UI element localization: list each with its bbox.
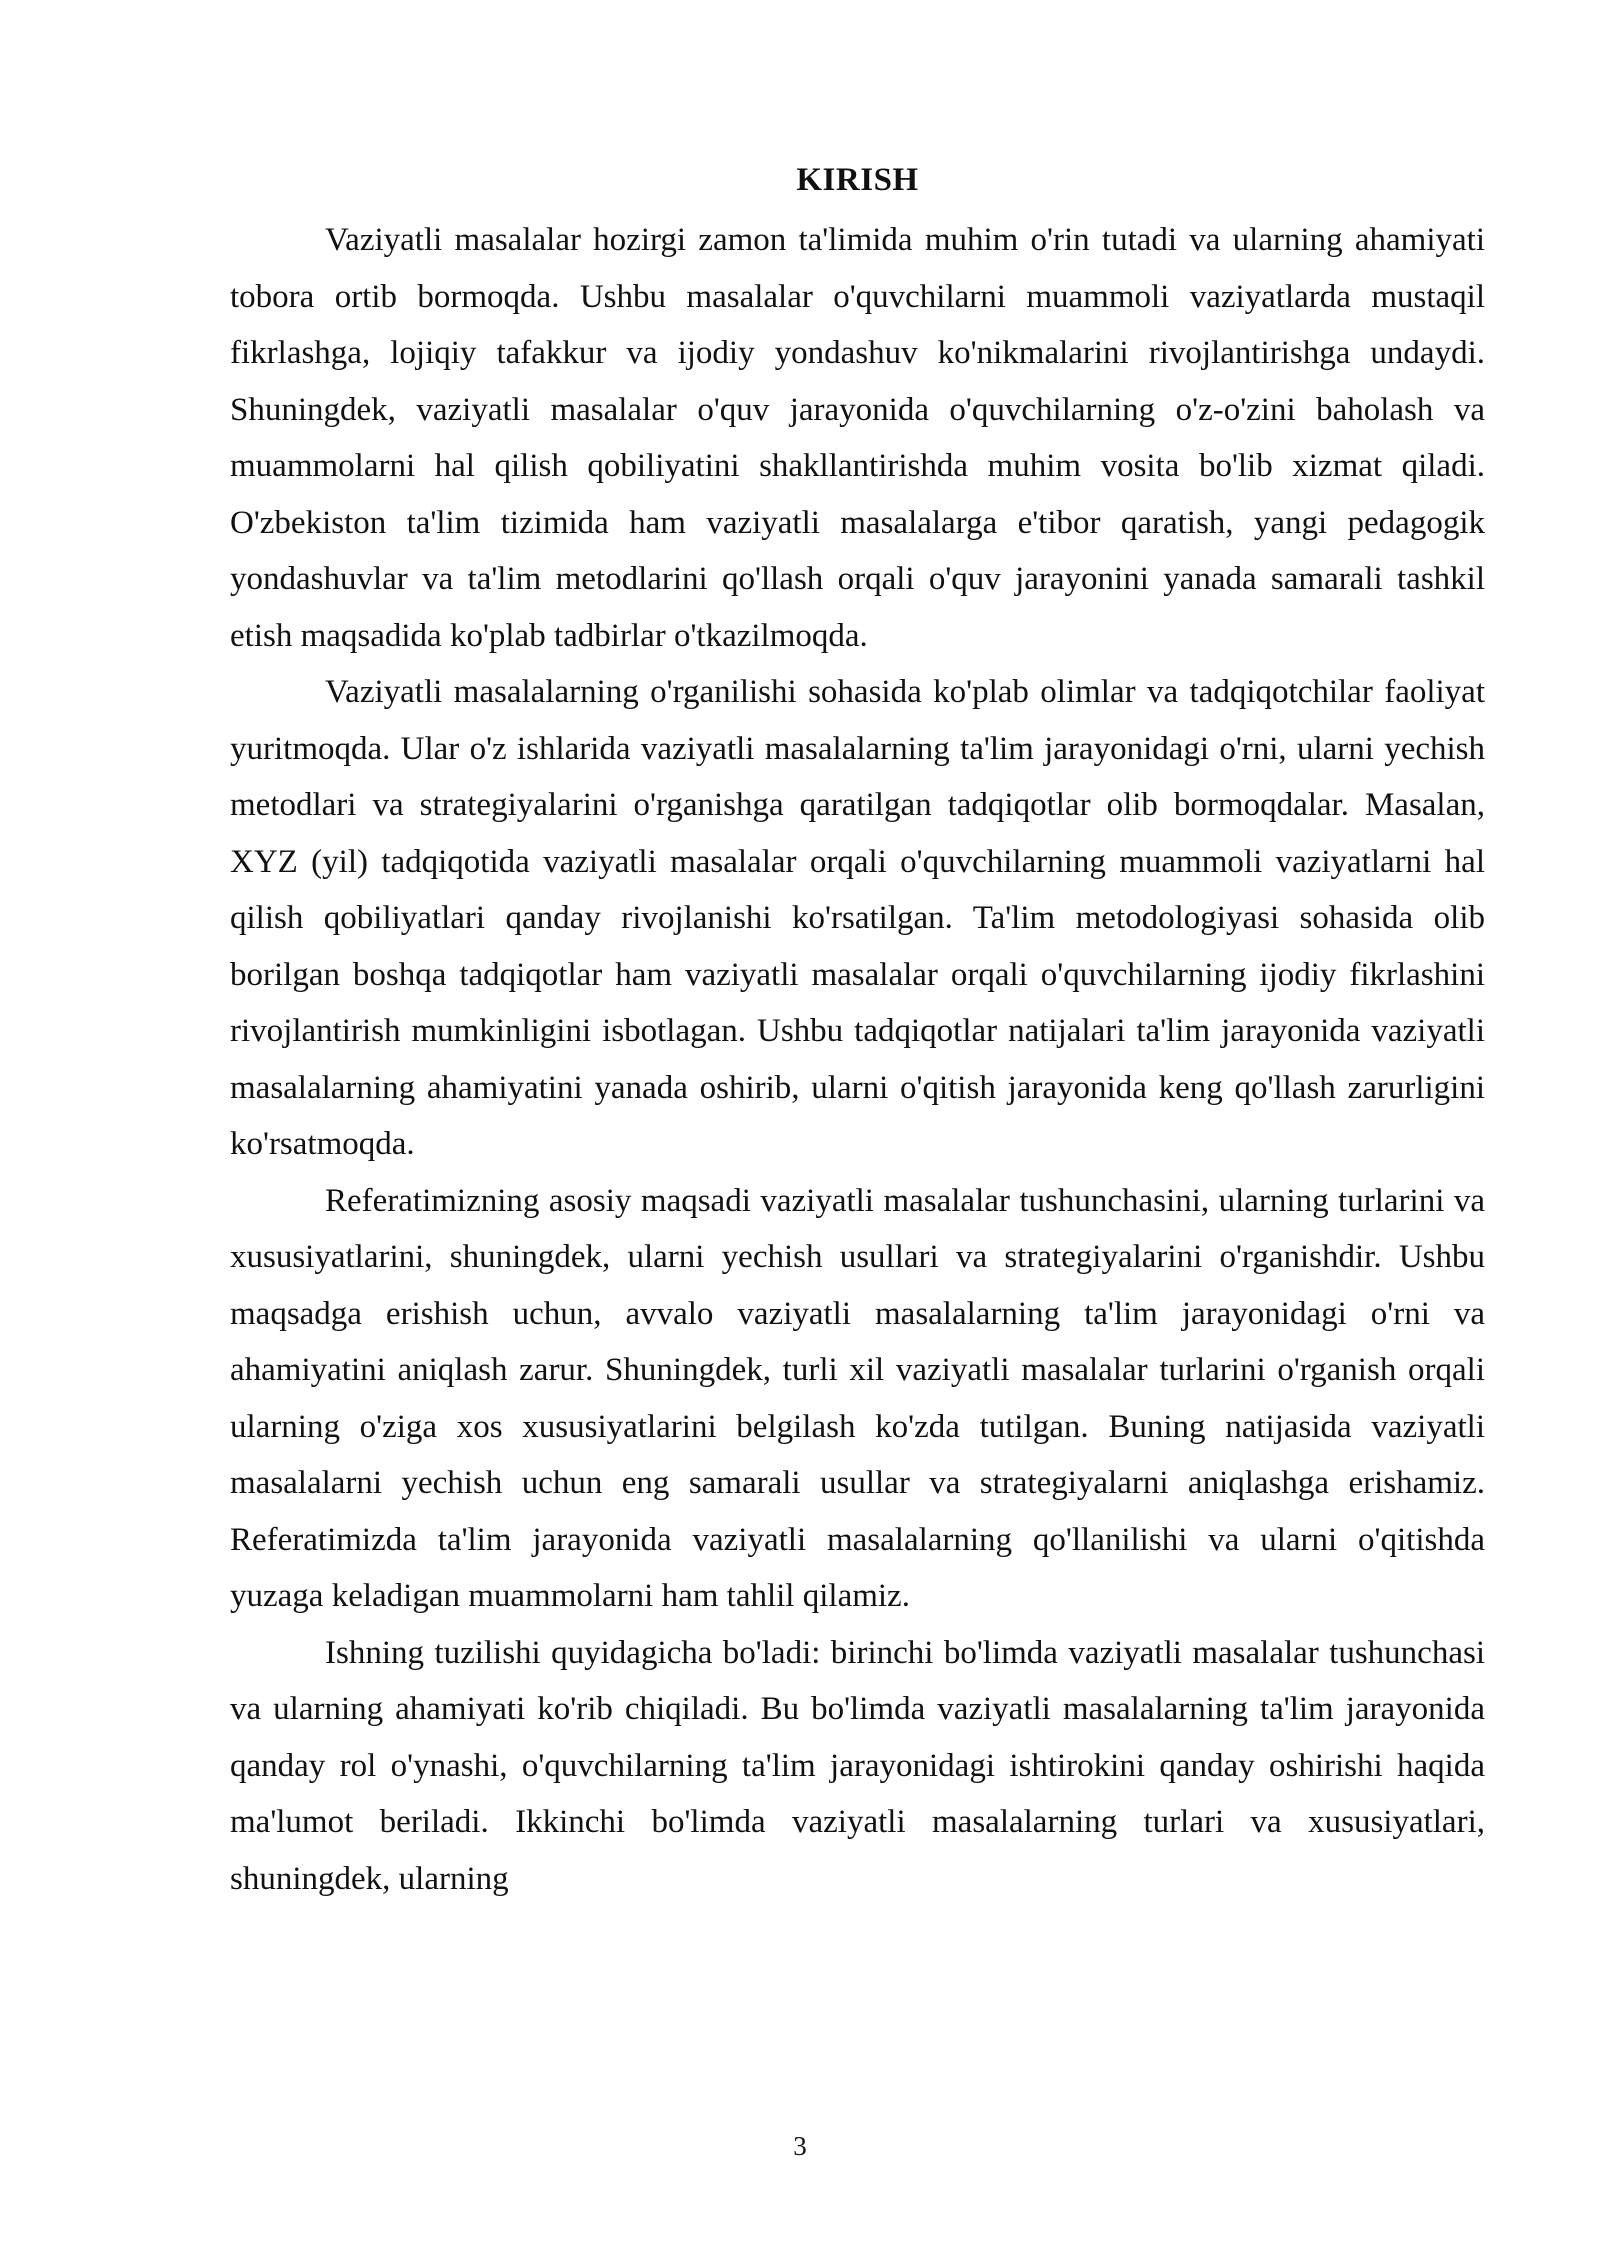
paragraph-3: Referatimizning asosiy maqsadi vaziyatli masalalar tushunchasini, ularning turlarini va xususiyatlarini, shuningdek, ularni yechish usullari va strategiyalarini o'rganishdir. Ushbu maqsadga erishish uchun, avvalo vaziyatli masalalarning ta'lim jarayonidagi o'rni va ahamiyatini aniqlash zarur. Shuningdek, turli xil vaziyatli masalalar turlarini o'rganish orqali ularning o'ziga xos xususiyatlarini belgilash ko'zda tutilgan. Buning natijasida vaziyatli masalalarni yechish uchun eng samarali usullar va strategiyalarni aniqlashga erishamiz. Referatimizda ta'lim jarayonida vaziyatli masalalarning qo'llanilishi va ularni o'qitishda yuzaga keladigan muammolarni ham tahlil qilamiz. xyxy=(230,1182,1485,1614)
paragraph-1: Vaziyatli masalalar hozirgi zamon ta'limida muhim o'rin tutadi va ularning ahamiyati tobora ortib bormoqda. Ushbu masalalar o'quvchilarni muammoli vaziyatlarda mustaqil fikrlashga, lojiqiy tafakkur va ijodiy yondashuv ko'nikmalarini rivojlantirishga undaydi. Shuningdek, vaziyatli masalalar o'quv jarayonida o'quvchilarning o'z-o'zini baholash va muammolarni hal qilish qobiliyatini shakllantirishda muhim vosita bo'lib xizmat qiladi. O'zbekiston ta'lim tizimida ham vaziyatli masalalarga e'tibor qaratish, yangi pedagogik yondashuvlar va ta'lim metodlarini qo'llash orqali o'quv jarayonini yanada samarali tashkil etish maqsadida ko'plab tadbirlar o'tkazilmoqda. xyxy=(230,222,1485,654)
page-number: 3 xyxy=(793,2131,807,2161)
paragraph-4: Ishning tuzilishi quyidagicha bo'ladi: birinchi bo'limda vaziyatli masalalar tushunchasi va ularning ahamiyati ko'rib chiqiladi. Bu bo'limda vaziyatli masalalarning ta'lim jarayonida qanday rol o'ynashi, o'quvchilarning ta'lim jarayonidagi ishtirokini qanday oshirishi haqida ma'lumot beriladi. Ikkinchi bo'limda vaziyatli masalalarning turlari va xususiyatlari, shuningdek, ularning xyxy=(230,1634,1485,1897)
section-heading: KIRISH xyxy=(796,162,919,198)
paragraph-2: Vaziyatli masalalarning o'rganilishi sohasida ko'plab olimlar va tadqiqotchilar faoliyat yuritmoqda. Ular o'z ishlarida vaziyatli masalalarning ta'lim jarayonidagi o'rni, ularni yechish metodlari va strategiyalarini o'rganishga qaratilgan tadqiqotlar olib bormoqdalar. Masalan, XYZ (yil) tadqiqotida vaziyatli masalalar orqali o'quvchilarning muammoli vaziyatlarni hal qilish qobiliyatlari qanday rivojlanishi ko'rsatilgan. Ta'lim metodologiyasi sohasida olib borilgan boshqa tadqiqotlar ham vaziyatli masalalar orqali o'quvchilarning ijodiy fikrlashini rivojlantirish mumkinligini isbotlagan. Ushbu tadqiqotlar natijalari ta'lim jarayonida vaziyatli masalalarning ahamiyatini yanada oshirib, ularni o'qitish jarayonida keng qo'llash zarurligini ko'rsatmoqda. xyxy=(230,674,1485,1162)
page-content xyxy=(230,160,1485,1907)
